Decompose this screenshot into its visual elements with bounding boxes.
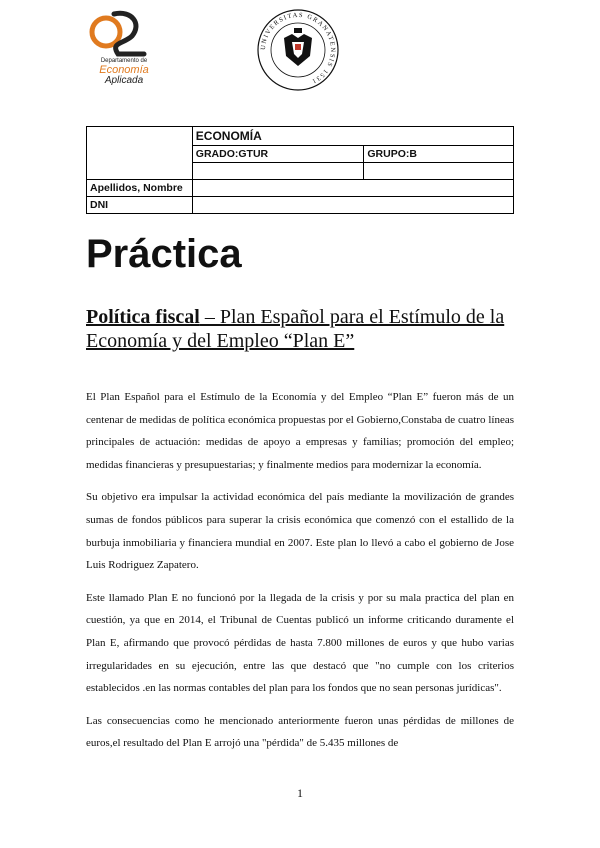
subject-cell: ECONOMÍA <box>192 127 513 146</box>
apellidos-field[interactable] <box>192 180 513 197</box>
apellidos-label: Apellidos, Nombre <box>87 180 193 197</box>
grupo-value-field[interactable] <box>364 163 514 180</box>
subtitle-rest: – Plan Español para el Estímulo de la Economía y del Empleo “Plan E” <box>86 306 505 352</box>
paragraph-3: Este llamado Plan E no funcionó por la llegada de la crisis y por su mala practica del plan en cuestión, ya que en 2014, el Tribunal de Cuentas publicó un informe criticando duramente el Plan E, afirmando que provocó pérdidas de hasta 7.800 millones de euros y que hubo varias irregularidades en su ejecución, entre las que destacó que "no cumple con los criterios establecidos .en las normas contables del plan para los fondos que no sean personas jurídicas". <box>86 591 514 695</box>
page-number: 1 <box>297 786 303 800</box>
student-info-table <box>86 126 514 214</box>
subtitle <box>86 305 526 353</box>
paragraph-1: El Plan Español para el Estímulo de la Economía y del Empleo “Plan E” fueron más de un centenar de medidas de política económica propuestas por el Gobierno,Constaba de cuatro líneas principales de actuación: medidas de apoyo a empresas y familias; promoción del empleo; medidas financieras y presupuestarias; y finalmente medios para modernizar la economía. <box>86 391 514 471</box>
document-body <box>86 386 514 765</box>
grado-value-field[interactable] <box>192 163 364 180</box>
page-title: Práctica <box>86 232 242 276</box>
blank-header-cell <box>87 127 193 180</box>
university-seal <box>256 8 340 92</box>
paragraph-4: Las consecuencias como he mencionado anteriormente fueron unas pérdidas de millones de euros,el resultado del Plan E arrojó una "pérdida" de 5.435 millones de <box>86 714 514 750</box>
department-logo <box>84 8 164 92</box>
seal-text: UNIVERSITAS GRANATENSIS 1531 <box>259 11 337 86</box>
paragraph-2: Su objetivo era impulsar la actividad económica del país mediante la movilización de grandes sumas de fondos públicos para superar la crisis económica que comenzó con el estallido de la burbuja inmobiliaria y financiera mundial en 2007. Este plan lo llevó a cabo el gobierno de Jose Luis Rodriguez Zapatero. <box>86 491 514 572</box>
department-logo-mark <box>84 8 164 60</box>
dept-logo-line3: Aplicada <box>104 75 144 86</box>
dni-label: DNI <box>87 197 193 214</box>
dept-logo-line1: Departamento de <box>100 58 148 64</box>
dni-field[interactable] <box>192 197 513 214</box>
grupo-cell: GRUPO:B <box>364 146 514 163</box>
dept-logo-line2: Economía <box>99 64 149 76</box>
subtitle-bold: Política fiscal <box>86 306 200 328</box>
grado-cell: GRADO:GTUR <box>192 146 364 163</box>
